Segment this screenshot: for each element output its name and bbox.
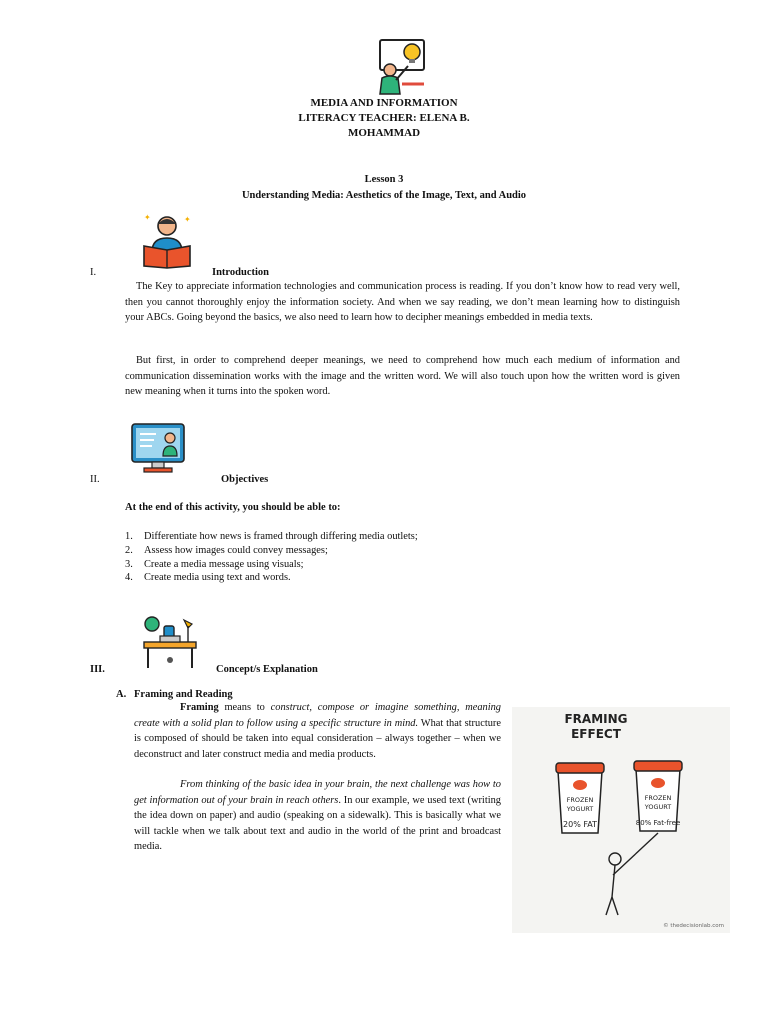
figure-title-line2: EFFECT [571, 727, 621, 741]
list-item: 1. Differentiate how news is framed through differing media outlets; [125, 531, 418, 542]
monitor-presenter-icon [130, 420, 186, 476]
section3-numeral: III. [90, 664, 105, 675]
list-item: 3. Create a media message using visuals; [125, 558, 304, 570]
list-item: 2. Assess how images could convey messages; [125, 544, 328, 556]
framing-effect-figure [512, 707, 730, 933]
figure-title-line1: FRAMING [564, 712, 628, 726]
teacher-lightbulb-icon [372, 36, 432, 96]
cup-left-line2: YOGURT [566, 805, 594, 813]
subsection-label: A. [116, 689, 127, 700]
section1-heading: Introduction [212, 267, 269, 278]
subsection-heading: Framing and Reading [134, 689, 233, 700]
reading-person-icon [138, 212, 196, 270]
cup-right-label: 80% Fat-free [635, 819, 681, 827]
svg-text:✦: ✦ [184, 215, 191, 224]
objectives-lead: At the end of this activity, you should be able to: [125, 502, 341, 513]
section2-heading: Objectives [221, 474, 269, 485]
doc-title-line3: MOHAMMAD [347, 127, 421, 139]
doc-title-line1: MEDIA AND INFORMATION [310, 97, 458, 109]
lesson-title: Understanding Media: Aesthetics of the Image, Text, and Audio [241, 189, 527, 201]
objectives-list [125, 530, 418, 585]
section2-numeral: II. [90, 474, 100, 485]
cup-right-line1: FROZEN [644, 794, 672, 802]
doc-title-line2: LITERACY TEACHER: ELENA B. [298, 112, 470, 124]
intro-paragraph-2: But first, in order to comprehend deeper meanings, we need to comprehend how much each medium of information and communication dissemination works with the image and the written word. We will also touch upon how the written word is given new meaning when it turns into the spoken word. [125, 355, 680, 397]
cup-left-label: 20% FAT [563, 820, 597, 829]
figure-credit: © thedecisionlab.com [663, 923, 724, 929]
intro-paragraph-1: The Key to appreciate information technologies and communication process is reading. If you don’t know how to read very well, then you cannot thoroughly enjoy the information society. And when we say reading, we don’t mean learning how to distinguish your ABCs. Going beyond the basics, we also need to learn how to decipher meanings embedded in media texts. [125, 281, 680, 323]
lesson-number: Lesson 3 [364, 174, 404, 185]
list-item: 4. Create media using text and words. [125, 572, 291, 584]
cup-left-line1: FROZEN [566, 796, 594, 804]
cup-right-line2: YOGURT [644, 803, 672, 811]
section3-heading: Concept/s Explanation [216, 664, 318, 675]
section1-numeral: I. [90, 267, 97, 278]
svg-text:✦: ✦ [144, 213, 151, 222]
desk-workspace-icon [140, 614, 200, 670]
framing-paragraph-2: From thinking of the basic idea in your brain, the next challenge was how to get information out of your brain in reach others. In our example, we used text (writing the idea down on paper) and audio (speaking on a sidewalk). This is basically what we will tackle when we talk about text and audio in the world of the print and broadcast media. [134, 779, 501, 852]
framing-paragraph-1: Framing means to construct, compose or imagine something, meaning create with a solid plan to follow using a specific structure in mind. What that structure is composed of should be taken into equal consideration – always together – when we deconstruct and later construct media and media products. [134, 702, 501, 760]
